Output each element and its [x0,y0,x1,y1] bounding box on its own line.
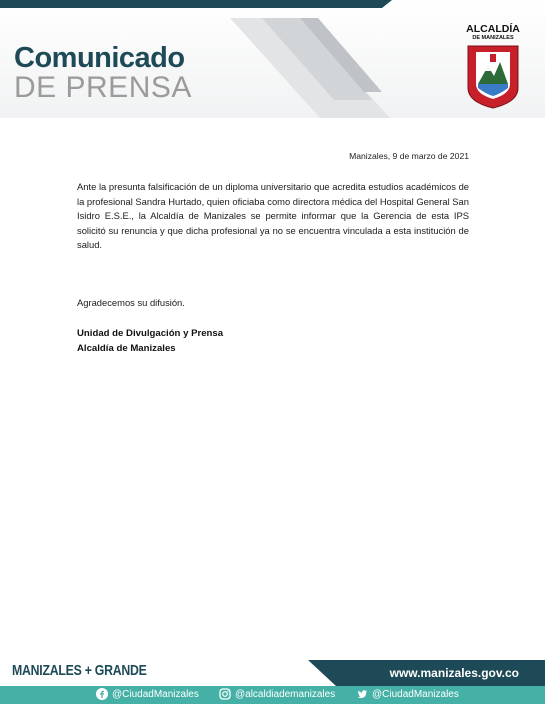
facebook-handle: @CiudadManizales [112,688,199,700]
logo-name: ALCALDÍA [466,23,520,35]
document-date: Manizales, 9 de marzo de 2021 [349,151,469,161]
social-facebook[interactable] [96,688,199,700]
thanks-line: Agradecemos su difusión. [77,297,185,308]
header-banner [0,0,545,118]
brand-slogan: MANIZALES + GRANDE [12,662,147,679]
social-twitter[interactable] [356,688,459,700]
signature-office: Alcaldía de Manizales [77,343,176,354]
title-de-prensa: DE PRENSA [14,71,192,104]
logo-subtitle: DE MANIZALES [472,35,514,41]
social-instagram[interactable] [219,688,335,700]
website-link[interactable]: www.manizales.gov.co [389,666,519,680]
twitter-handle: @CiudadManizales [372,688,459,700]
signature-unit: Unidad de Divulgación y Prensa [77,328,224,339]
body-paragraph: Ante la presunta falsificación de un diploma universitario que acredita estudios académicos de la profesional Sandra Hurtado, quien oficiaba como directora médica del Hospital General San Isidro E.S.E., la Alcaldía de Manizales se permite informar que la Gerencia de esta IPS solicitó su renuncia y que dicha profesional ya no se encuentra vinculada a esta institución de salud. [77,181,469,251]
instagram-icon [219,688,231,700]
instagram-handle: @alcaldiademanizales [235,688,336,700]
alcaldia-logo [462,24,524,110]
coat-of-arms-icon [466,44,520,110]
title-comunicado: Comunicado [14,42,185,74]
twitter-icon [356,688,368,700]
facebook-icon [96,688,108,700]
